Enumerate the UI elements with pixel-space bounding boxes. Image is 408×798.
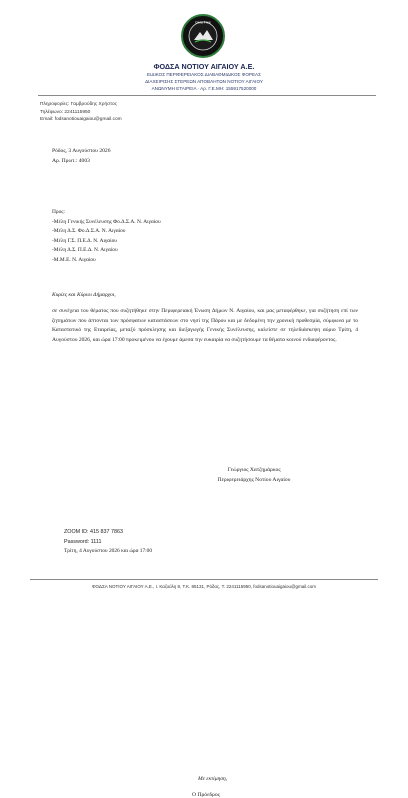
contact-phone: Τηλέφωνο: 2241115950 xyxy=(40,109,91,115)
header-divider xyxy=(38,95,376,96)
contact-info: Πληροφορίες: Γαμβρούδης Χρήστος xyxy=(40,102,117,107)
salutation: Κυρίες και Κύριοι Δήμαρχοι, xyxy=(52,292,116,298)
closing-regards: Με εκτίμηση, xyxy=(198,776,228,782)
closing-title: Ο Πρόεδρος xyxy=(192,792,220,798)
footer-divider xyxy=(30,579,378,580)
contact-block xyxy=(40,101,122,124)
protocol-number: Αρ. Πρωτ.: 4003 xyxy=(52,158,90,164)
recipient-item: -Μέλη Γενικής Συνέλευσης Φο.Δ.Σ.Α. Ν. Αιγαίου xyxy=(52,218,161,225)
recipient-item: -Μ.Μ.Ε. Ν. Αιγαίου xyxy=(52,256,96,263)
logo-text: Gela Tree xyxy=(195,20,211,25)
place-date: Ρόδος, 3 Αυγούστου 2026 xyxy=(52,148,111,154)
footer-text: ΦΟΔΣΑ ΝΟΤΙΟΥ ΑΙΓΑΙΟΥ Α.Ε., Ι. Καζούλη 8, Τ.Κ. 85131, Ρόδος, Τ. 2241115950, fodsanotiouaigaiou@gmail.com xyxy=(91,584,317,589)
recipients-label: Προς: xyxy=(52,209,65,215)
recipient-item: -Μέλη Δ.Σ. Φο.Δ.Σ.Α. Ν. Αιγαίου xyxy=(52,228,126,235)
organization-subtitle-3: ΑΝΩΝΥΜΗ ΕΤΑΙΡΕΙΑ · Αρ. Γ.Ε.ΜΗ: 155917520000 xyxy=(151,86,257,91)
recipient-item: -Μέλη Δ.Σ. Π.Ε.Δ. Ν. Αιγαίου xyxy=(52,247,118,254)
organization-name: ΦΟΔΣΑ ΝΟΤΙΟΥ ΑΙΓΑΙΟΥ Α.Ε. xyxy=(153,62,255,71)
date-block xyxy=(52,146,111,166)
zoom-id: ZOOM ID: 415 837 7863 xyxy=(64,529,124,535)
signer-name: Γεώργιος Χατζημάρκος xyxy=(227,467,281,473)
meeting-details xyxy=(64,528,152,557)
zoom-password: Password: 1111 xyxy=(64,538,102,545)
body-paragraph: σε συνέχεια του θέματος που συζητήθηκε στην Περιφερειακή Ένωση Δήμων Ν. Αιγαίου, και μας μεταφέρθηκε, για συζήτηση επί των ζητημάτων που άπτονται των πρόσφατων καταστάσεων στο νησί της Πάρου και με δεδομένη την χρονική προθεσμία, σύμφωνα με το Καταστατικό της Εταιρείας, μεταξύ πρόσκλησης και διεξαγωγής Γενικής Συνέλευσης, καλείστε σε τηλεδιάσκεψη αύριο Τρίτη, 4 Αυγούστου 2026, και ώρα 17:00 προκειμένου να έχουμε άμεσα την ευκαιρία να συζητήσουμε τα θέματα κοινού ενδιαφέροντος. xyxy=(52,308,358,344)
meeting-datetime: Τρίτη, 4 Αυγούστου 2026 και ώρα 17:00 xyxy=(64,548,153,554)
organization-subtitle-2: ΔΙΑΧΕΙΡΙΣΗΣ ΣΤΕΡΕΩΝ ΑΠΟΒΛΗΤΩΝ ΝΟΤΙΟΥ ΑΙΓΑΙΟΥ xyxy=(145,79,263,84)
signer-role: Περιφερειάρχης Νοτίου Αιγαίου xyxy=(217,477,291,483)
contact-email: Email: fodsanotiouaigaiou@gmail.com xyxy=(40,117,122,123)
organization-logo xyxy=(181,14,225,58)
recipient-item: -Μέλη Γ.Σ. Π.Ε.Δ. Ν. Αιγαίου xyxy=(52,237,117,244)
recipients-block xyxy=(52,208,161,266)
organization-subtitle-1: ΕΙΔΙΚΟΣ ΠΕΡΙΦΕΡΕΙΑΚΟΣ ΔΙΑΒΑΘΜΙΔΙΚΟΣ ΦΟΡΕΑΣ xyxy=(147,72,261,77)
logo-emblem-icon xyxy=(183,16,223,56)
